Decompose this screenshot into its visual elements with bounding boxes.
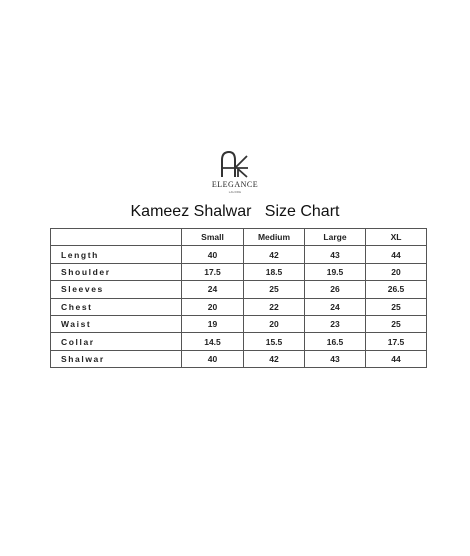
table-cell: 43 bbox=[305, 350, 366, 367]
table-cell: 20 bbox=[244, 315, 305, 332]
table-cell: 22 bbox=[244, 298, 305, 315]
row-label: Chest bbox=[51, 298, 182, 315]
row-label: Shalwar bbox=[51, 350, 182, 367]
header-cell-medium: Medium bbox=[244, 229, 305, 246]
row-label: Length bbox=[51, 246, 182, 263]
table-row bbox=[51, 333, 427, 350]
table-row bbox=[51, 281, 427, 298]
row-label: Shoulder bbox=[51, 263, 182, 280]
table-cell: 26 bbox=[305, 281, 366, 298]
table-cell: 14.5 bbox=[182, 333, 244, 350]
table-cell: 24 bbox=[305, 298, 366, 315]
table-cell: 17.5 bbox=[366, 333, 427, 350]
header-cell-xl: XL bbox=[366, 229, 427, 246]
table-row bbox=[51, 315, 427, 332]
table-cell: 16.5 bbox=[305, 333, 366, 350]
table-cell: 43 bbox=[305, 246, 366, 263]
header-cell-empty bbox=[51, 229, 182, 246]
table-row bbox=[51, 298, 427, 315]
row-label: Sleeves bbox=[51, 281, 182, 298]
table-cell: 20 bbox=[182, 298, 244, 315]
elegance-logo-icon bbox=[218, 148, 252, 178]
table-cell: 19.5 bbox=[305, 263, 366, 280]
table-cell: 19 bbox=[182, 315, 244, 332]
table-row bbox=[51, 263, 427, 280]
header-cell-large: Large bbox=[305, 229, 366, 246]
table-cell: 23 bbox=[305, 315, 366, 332]
table-cell: 40 bbox=[182, 246, 244, 263]
table-cell: 40 bbox=[182, 350, 244, 367]
table-cell: 24 bbox=[182, 281, 244, 298]
brand-name: ELEGANCE bbox=[211, 180, 259, 189]
table-cell: 20 bbox=[366, 263, 427, 280]
table-row bbox=[51, 246, 427, 263]
row-label: Waist bbox=[51, 315, 182, 332]
table-cell: 18.5 bbox=[244, 263, 305, 280]
table-header-row bbox=[51, 229, 427, 246]
table-cell: 44 bbox=[366, 350, 427, 367]
table-row bbox=[51, 350, 427, 367]
table-cell: 25 bbox=[366, 298, 427, 315]
table-cell: 42 bbox=[244, 246, 305, 263]
size-chart-table bbox=[50, 228, 427, 368]
table-cell: 25 bbox=[244, 281, 305, 298]
row-label: Collar bbox=[51, 333, 182, 350]
table-cell: 44 bbox=[366, 246, 427, 263]
table-cell: 17.5 bbox=[182, 263, 244, 280]
page-title: Kameez Shalwar Size Chart bbox=[130, 203, 340, 220]
table-cell: 42 bbox=[244, 350, 305, 367]
header-cell-small: Small bbox=[182, 229, 244, 246]
table-cell: 26.5 bbox=[366, 281, 427, 298]
table-cell: 25 bbox=[366, 315, 427, 332]
table-cell: 15.5 bbox=[244, 333, 305, 350]
brand-tagline: LAHORE bbox=[228, 191, 242, 194]
